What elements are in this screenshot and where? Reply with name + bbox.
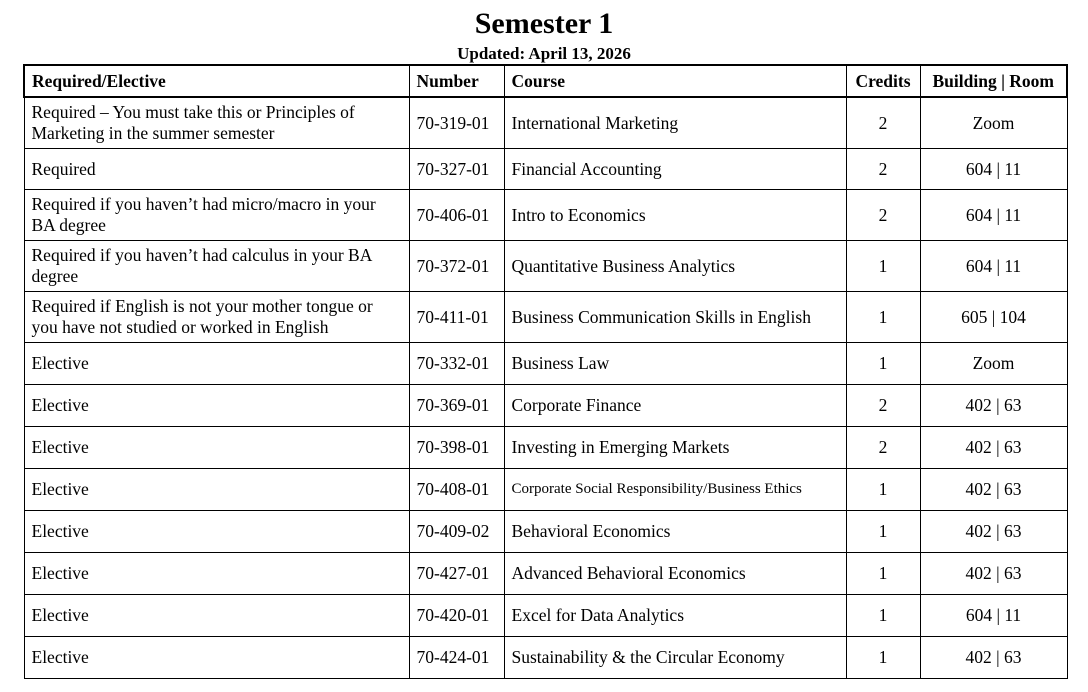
required-elective-cell: Required — [24, 149, 409, 190]
course-name-cell: Behavioral Economics — [504, 511, 846, 553]
course-number-cell: 70-398-01 — [409, 427, 504, 469]
required-elective-cell: Required if you haven’t had calculus in your BA degree — [24, 241, 409, 292]
required-elective-cell: Required – You must take this or Principles of Marketing in the summer semester — [24, 97, 409, 149]
page-title: Semester 1 — [474, 7, 614, 40]
required-elective-cell: Elective — [24, 553, 409, 595]
course-name-cell: Intro to Economics — [504, 190, 846, 241]
required-elective-cell: Elective — [24, 595, 409, 637]
credits-cell: 1 — [846, 292, 920, 343]
table-row — [24, 427, 1067, 469]
course-name-cell: Investing in Emerging Markets — [504, 427, 846, 469]
credits-cell: 2 — [846, 190, 920, 241]
building-room-cell: 402 | 63 — [920, 385, 1067, 427]
required-elective-cell: Required if English is not your mother tongue or you have not studied or worked in English — [24, 292, 409, 343]
course-number-cell: 70-372-01 — [409, 241, 504, 292]
course-number-cell: 70-406-01 — [409, 190, 504, 241]
building-room-cell: 402 | 63 — [920, 637, 1067, 679]
building-room-cell: 604 | 11 — [920, 149, 1067, 190]
required-elective-cell: Elective — [24, 469, 409, 511]
credits-cell: 1 — [846, 595, 920, 637]
course-number-cell: 70-369-01 — [409, 385, 504, 427]
credits-cell: 1 — [846, 553, 920, 595]
building-room-cell: Zoom — [920, 97, 1067, 149]
course-name-cell: Advanced Behavioral Economics — [504, 553, 846, 595]
credits-cell: 1 — [846, 511, 920, 553]
course-number-cell: 70-332-01 — [409, 343, 504, 385]
building-room-cell: 402 | 63 — [920, 511, 1067, 553]
table-row — [24, 553, 1067, 595]
table-row — [24, 149, 1067, 190]
required-elective-cell: Elective — [24, 511, 409, 553]
building-room-cell: 604 | 11 — [920, 595, 1067, 637]
building-room-cell: 402 | 63 — [920, 427, 1067, 469]
column-header-required-elective: Required/Elective — [24, 65, 409, 97]
course-name-cell: Corporate Social Responsibility/Business Ethics — [504, 469, 846, 511]
table-row — [24, 241, 1067, 292]
course-name-cell: Quantitative Business Analytics — [504, 241, 846, 292]
credits-cell: 1 — [846, 637, 920, 679]
course-name-cell: Corporate Finance — [504, 385, 846, 427]
course-number-cell: 70-427-01 — [409, 553, 504, 595]
required-elective-cell: Elective — [24, 637, 409, 679]
course-number-cell: 70-327-01 — [409, 149, 504, 190]
course-number-cell: 70-424-01 — [409, 637, 504, 679]
credits-cell: 1 — [846, 343, 920, 385]
building-room-cell: 604 | 11 — [920, 190, 1067, 241]
table-row — [24, 385, 1067, 427]
credits-cell: 1 — [846, 241, 920, 292]
course-name-cell: Financial Accounting — [504, 149, 846, 190]
course-number-cell: 70-409-02 — [409, 511, 504, 553]
table-row — [24, 637, 1067, 679]
course-table — [23, 64, 1068, 679]
updated-date: Updated: April 13, 2026 — [457, 44, 631, 63]
required-elective-cell: Elective — [24, 343, 409, 385]
credits-cell: 1 — [846, 469, 920, 511]
column-header-building-room: Building | Room — [920, 65, 1067, 97]
column-header-credits: Credits — [846, 65, 920, 97]
table-row — [24, 343, 1067, 385]
building-room-cell: Zoom — [920, 343, 1067, 385]
course-number-cell: 70-411-01 — [409, 292, 504, 343]
table-row — [24, 292, 1067, 343]
course-number-cell: 70-408-01 — [409, 469, 504, 511]
column-header-course: Course — [504, 65, 846, 97]
table-row — [24, 511, 1067, 553]
course-name-cell: Business Communication Skills in English — [504, 292, 846, 343]
table-row — [24, 190, 1067, 241]
required-elective-cell: Elective — [24, 385, 409, 427]
course-name-cell: International Marketing — [504, 97, 846, 149]
table-row — [24, 595, 1067, 637]
course-name-cell: Sustainability & the Circular Economy — [504, 637, 846, 679]
credits-cell: 2 — [846, 427, 920, 469]
building-room-cell: 402 | 63 — [920, 469, 1067, 511]
course-name-cell: Business Law — [504, 343, 846, 385]
course-number-cell: 70-420-01 — [409, 595, 504, 637]
course-number-cell: 70-319-01 — [409, 97, 504, 149]
building-room-cell: 604 | 11 — [920, 241, 1067, 292]
required-elective-cell: Elective — [24, 427, 409, 469]
required-elective-cell: Required if you haven’t had micro/macro in your BA degree — [24, 190, 409, 241]
building-room-cell: 402 | 63 — [920, 553, 1067, 595]
credits-cell: 2 — [846, 149, 920, 190]
credits-cell: 2 — [846, 97, 920, 149]
column-header-number: Number — [409, 65, 504, 97]
building-room-cell: 605 | 104 — [920, 292, 1067, 343]
table-header-row — [24, 65, 1067, 97]
course-name-cell: Excel for Data Analytics — [504, 595, 846, 637]
table-row — [24, 469, 1067, 511]
table-row — [24, 97, 1067, 149]
credits-cell: 2 — [846, 385, 920, 427]
